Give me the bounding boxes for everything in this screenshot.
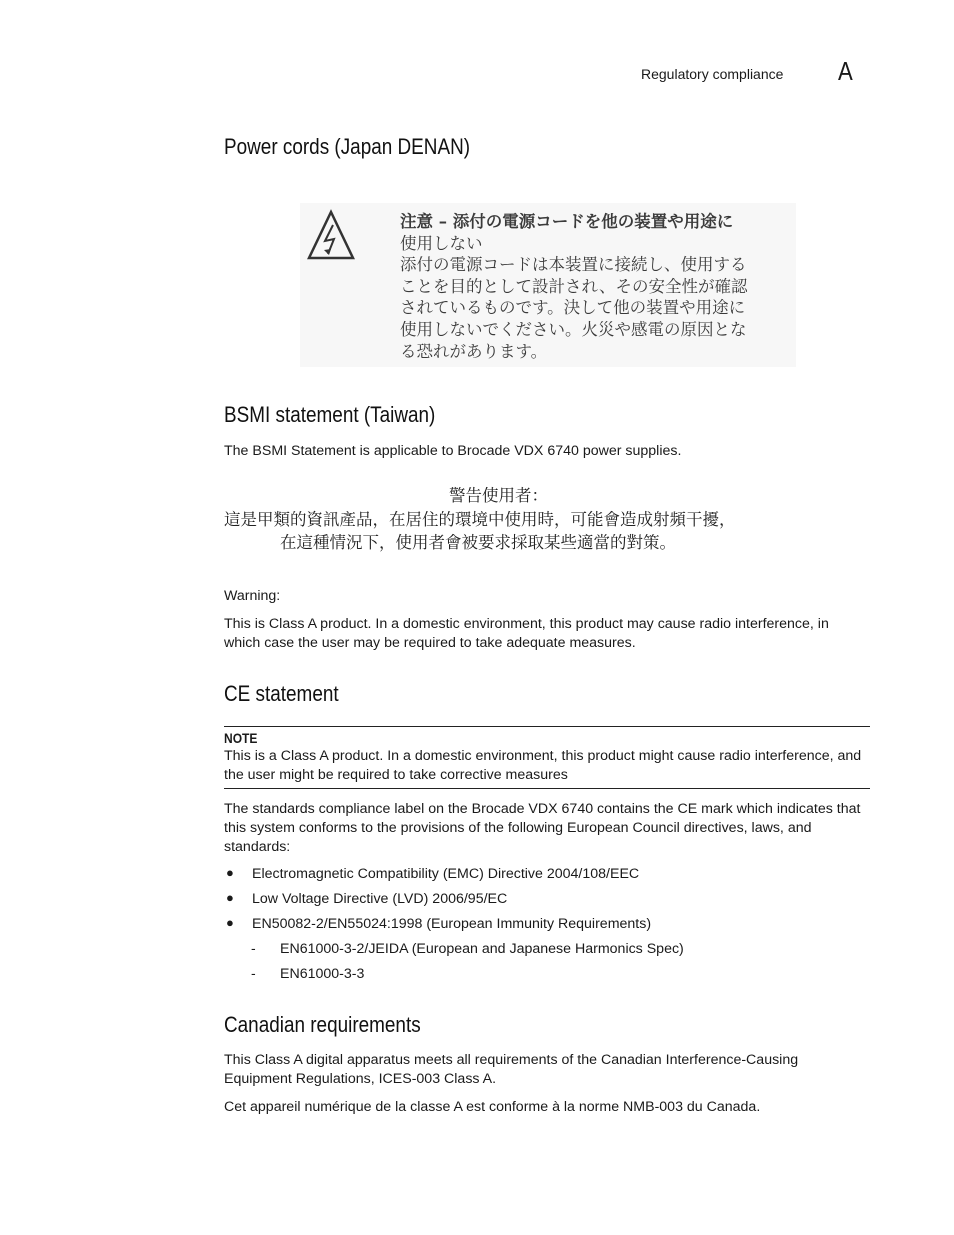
note-label: NOTE bbox=[224, 730, 258, 746]
running-header-title: Regulatory compliance bbox=[641, 66, 784, 82]
ce-sub-bullet: EN61000-3-2/JEIDA (European and Japanese Harmonics Spec) bbox=[280, 941, 684, 957]
bsmi-warning-text: This is Class A product. In a domestic environment, this product may cause radio interference, in which case the user may be required to take adequate measures. bbox=[224, 616, 829, 651]
section-heading-ce: CE statement bbox=[224, 681, 339, 706]
ce-sub-bullet: EN61000-3-3 bbox=[280, 966, 365, 982]
electrical-hazard-icon bbox=[306, 209, 356, 261]
sub-bullet-dash: - bbox=[251, 940, 256, 956]
appendix-letter: A bbox=[838, 56, 853, 86]
warning-line: 使用しないでください。火災や感電の原因とな bbox=[400, 319, 747, 339]
sub-bullet-dash: - bbox=[251, 965, 256, 981]
japan-warning-image bbox=[300, 203, 796, 367]
section-heading-bsmi: BSMI statement (Taiwan) bbox=[224, 402, 436, 427]
bullet-dot: ● bbox=[226, 915, 234, 930]
section-heading-japan: Power cords (Japan DENAN) bbox=[224, 134, 471, 159]
bsmi-intro: The BSMI Statement is applicable to Brocade VDX 6740 power supplies. bbox=[224, 443, 682, 459]
bsmi-chinese-line-1: 警告使用者： bbox=[449, 486, 548, 505]
ce-bullet: Low Voltage Directive (LVD) 2006/95/EC bbox=[252, 891, 508, 907]
warning-line: 注意 – 添付の電源コードを他の装置や用途に bbox=[400, 212, 734, 231]
canada-text-fr: Cet appareil numérique de la classe A est conforme à la norme NMB-003 du Canada. bbox=[224, 1099, 761, 1115]
warning-line: ことを目的として設計され、その安全性が確認 bbox=[400, 276, 748, 296]
bsmi-chinese-line-3: 在這種情況下，使用者會被要求採取某些適當的對策。 bbox=[280, 533, 676, 552]
ce-body: The standards compliance label on the Brocade VDX 6740 contains the CE mark which indicates that this system conforms to the provisions of the following European Council directives, laws, and standards: bbox=[224, 801, 861, 855]
warning-line: されているものです。決して他の装置や用途に bbox=[400, 298, 746, 318]
note-text: This is a Class A product. In a domestic environment, this product might cause radio interference, and the user might be required to take corrective measures bbox=[224, 748, 862, 783]
bullet-dot: ● bbox=[226, 865, 234, 880]
section-heading-canada: Canadian requirements bbox=[224, 1012, 421, 1037]
warning-line: 使用しない bbox=[400, 233, 483, 253]
bsmi-chinese-line-2: 這是甲類的資訊產品，在居住的環境中使用時，可能會造成射頻干擾， bbox=[224, 510, 736, 529]
ce-bullet: Electromagnetic Compatibility (EMC) Directive 2004/108/EEC bbox=[252, 866, 640, 882]
bullet-dot: ● bbox=[226, 890, 234, 905]
bsmi-warning-label: Warning: bbox=[224, 588, 281, 604]
ce-bullet: EN50082-2/EN55024:1998 (European Immunity Requirements) bbox=[252, 916, 652, 932]
japan-warning-text bbox=[400, 211, 790, 362]
canada-text-en: This Class A digital apparatus meets all requirements of the Canadian Interference-Causing Equipment Regulations, ICES-003 Class A. bbox=[224, 1052, 799, 1087]
warning-line: る恐れがあります。 bbox=[400, 341, 548, 361]
warning-line: 添付の電源コードは本装置に接続し、使用する bbox=[400, 255, 747, 275]
note-top-rule bbox=[224, 726, 870, 727]
note-bottom-rule bbox=[224, 788, 870, 789]
